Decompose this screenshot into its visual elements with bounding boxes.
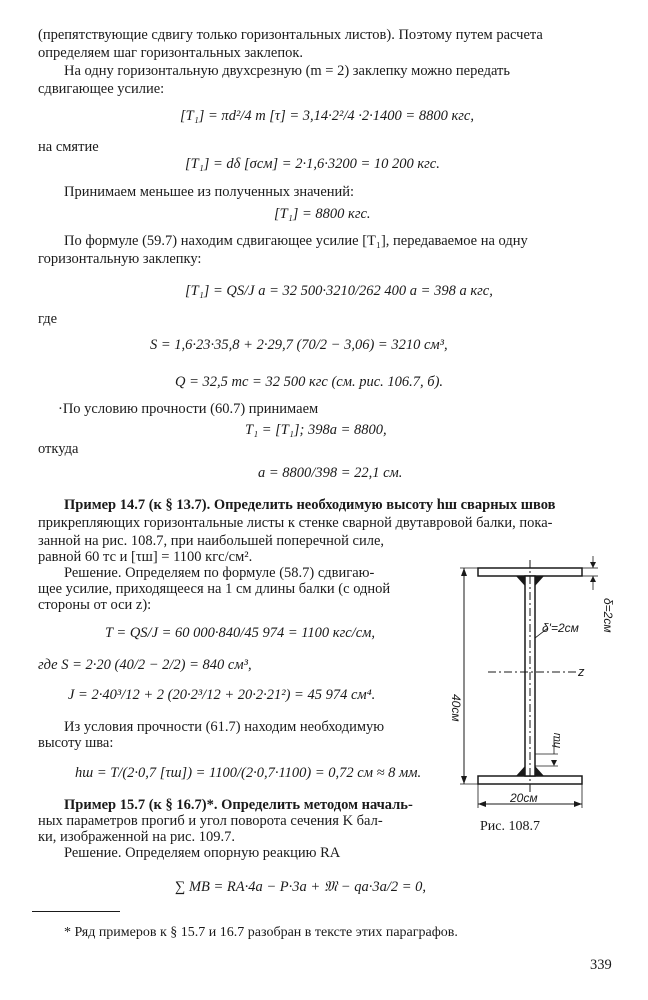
formula-T1-accepted: [T₁] = 8800 кгс. bbox=[274, 206, 371, 222]
formula-h-weld: hш = T/(2·0,7 [τш]) = 1100/(2·0,7·1100) = 0,72 см ≈ 8 мм. bbox=[75, 765, 422, 781]
text-line: ·По условию прочности (60.7) принимаем bbox=[58, 401, 319, 417]
flange-thickness-label: δ=2см bbox=[601, 598, 615, 633]
text-line: По формуле (59.7) находим сдвигающее усилие [T₁], передаваемое на одну bbox=[64, 233, 528, 249]
text-line: прикрепляющих горизонтальные листы к стенке сварной двутавровой балки, пока- bbox=[38, 515, 553, 531]
formula-J: J = 2·40³/12 + 2 (20·2³/12 + 20·2·21²) = 45 974 см⁴. bbox=[68, 687, 376, 703]
web-thickness-label: δ'=2см bbox=[542, 621, 579, 635]
arrowhead bbox=[461, 568, 467, 576]
formula-a: a = 8800/398 = 22,1 см. bbox=[258, 465, 403, 481]
text-line: На одну горизонтальную двухсрезную (m = 2) заклепку можно передать bbox=[64, 63, 510, 79]
figure-108-7 bbox=[449, 558, 618, 843]
weld-top-right bbox=[535, 576, 544, 586]
arrowhead bbox=[590, 576, 596, 582]
formula-T: T = QS/J = 60 000·840/45 974 = 1100 кгс/см, bbox=[105, 625, 376, 641]
example-15-heading: Пример 15.7 (к § 16.7)*. Определить методом началь- bbox=[64, 797, 413, 813]
text-line: Решение. Определяем опорную реакцию RA bbox=[64, 845, 341, 861]
arrowhead bbox=[551, 760, 557, 766]
text-line: ных параметров прогиб и угол поворота сечения K бал- bbox=[38, 813, 383, 829]
footnote-rule bbox=[32, 911, 120, 912]
weld-bottom-right bbox=[535, 766, 544, 776]
footnote: * Ряд примеров к § 15.7 и 16.7 разобран в тексте этих параграфов. bbox=[64, 925, 458, 940]
text-line: Решение. Определяем по формуле (58.7) сдвигаю- bbox=[64, 565, 375, 581]
text-line: занной на рис. 108.7, при наибольшей поперечной силе, bbox=[38, 533, 385, 549]
weld-height-label: hш bbox=[551, 732, 563, 748]
i-beam-drawing bbox=[449, 558, 618, 838]
weld-top-left bbox=[516, 576, 525, 586]
text-line: горизонтальную заклепку: bbox=[38, 251, 202, 267]
weld-bottom-left bbox=[516, 766, 525, 776]
text-line: Из условия прочности (61.7) находим необходимую bbox=[64, 719, 385, 735]
text-line: щее усилие, приходящееся на 1 см длины балки (с одной bbox=[38, 581, 391, 597]
text-line: определяем шаг горизонтальных заклепок. bbox=[38, 45, 303, 61]
text-line: равной 60 тс и [τш] = 1100 кгс/см². bbox=[38, 549, 253, 565]
z-axis-label: z bbox=[578, 664, 585, 679]
text-line: стороны от оси z): bbox=[38, 597, 152, 613]
formula-S: S = 1,6·23·35,8 + 2·29,7 (70/2 − 3,06) = 3210 см³, bbox=[150, 337, 448, 353]
arrowhead bbox=[478, 801, 486, 807]
text-line: сдвигающее усилие: bbox=[38, 81, 165, 97]
text-line: (препятствующие сдвигу только горизонтальных листов). Поэтому путем расчета bbox=[38, 27, 543, 43]
height-label: 40см bbox=[449, 694, 463, 722]
text-line: откуда bbox=[38, 441, 79, 457]
page-number: 339 bbox=[590, 957, 612, 973]
text-line: ки, изображенной на рис. 109.7. bbox=[38, 829, 235, 845]
formula-moment-sum: ∑ MB = RA·4a − P·3a + 𝔐 − qa·3a/2 = 0, bbox=[175, 879, 427, 895]
width-label: 20см bbox=[510, 791, 538, 805]
example-14-heading: Пример 14.7 (к § 13.7). Определить необходимую высоту hш сварных швов bbox=[64, 497, 556, 513]
text-line: высоту шва: bbox=[38, 735, 114, 751]
formula-T1-rivet: [T₁] = QS/J a = 32 500·3210/262 400 a = 398 a кгс, bbox=[185, 283, 493, 299]
formula-Q: Q = 32,5 тс = 32 500 кгс (см. рис. 106.7, б). bbox=[175, 374, 444, 390]
formula-T1-shear: [T₁] = πd²/4 m [τ] = 3,14·2²/4 ·2·1400 = 8800 кгс, bbox=[180, 108, 474, 124]
arrowhead bbox=[461, 776, 467, 784]
arrowhead bbox=[574, 801, 582, 807]
arrowhead bbox=[590, 562, 596, 568]
text-line: на смятие bbox=[38, 139, 99, 155]
formula-T1-bearing: [T₁] = dδ [σсм] = 2·1,6·3200 = 10 200 кгс. bbox=[185, 156, 440, 172]
formula-S2: где S = 2·20 (40/2 − 2/2) = 840 см³, bbox=[38, 657, 252, 673]
formula-condition: T₁ = [T₁]; 398a = 8800, bbox=[245, 422, 387, 438]
text-line: Принимаем меньшее из полученных значений: bbox=[64, 184, 355, 200]
text-line: где bbox=[38, 311, 58, 327]
figure-caption: Рис. 108.7 bbox=[480, 819, 540, 834]
